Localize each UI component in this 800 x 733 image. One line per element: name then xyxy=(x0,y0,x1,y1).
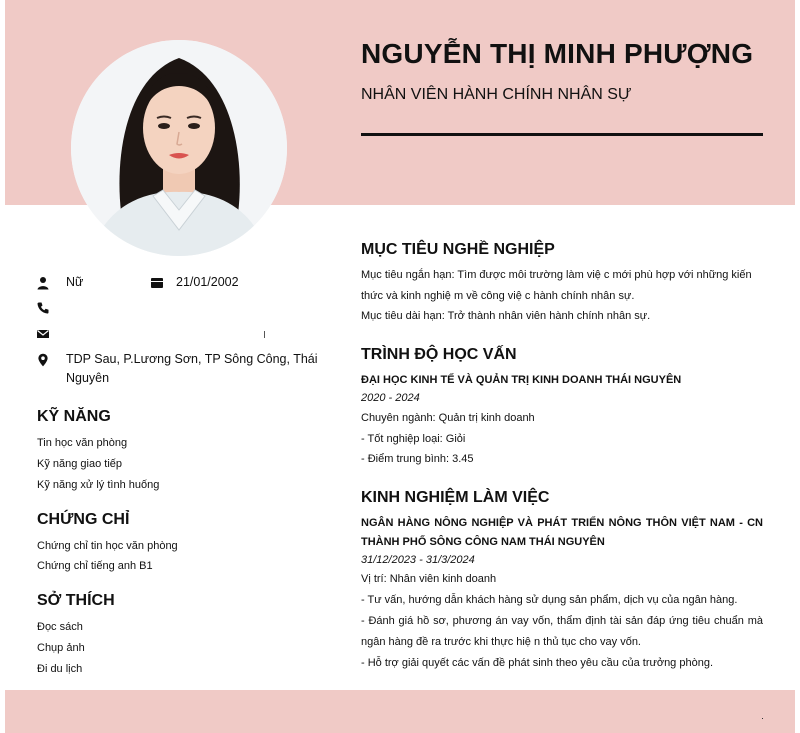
objective-line: thức và kinh nghiệ m về công việ c hành chính nhân sự. xyxy=(361,290,635,302)
experience-line: Vị trí: Nhân viên kinh doanh xyxy=(361,573,497,585)
footer-band xyxy=(5,690,795,733)
redaction-mark xyxy=(264,331,265,338)
employer-name-line-1: NGÂN HÀNG NÔNG NGHIỆP VÀ PHÁT TRIỂN NÔNG THÔN VIỆT NAM - CN xyxy=(361,517,763,529)
phone-icon xyxy=(36,301,50,315)
education-title: TRÌNH ĐỘ HỌC VẤN xyxy=(361,346,517,363)
experience-line: - Tư vấn, hướng dẫn khách hàng sử dụng sản phẩm, dịch vụ của ngân hàng. xyxy=(361,594,738,606)
education-line: - Tốt nghiệp loại: Giỏi xyxy=(361,433,466,445)
hobby-item: Chụp ảnh xyxy=(37,642,85,654)
skill-item: Kỹ năng giao tiếp xyxy=(37,458,123,470)
experience-line: - Hỗ trợ giải quyết các vấn đề phát sinh theo yêu cầu của trưởng phòng. xyxy=(361,657,713,669)
address-line-2: Nguyên xyxy=(66,371,110,385)
objective-line: Mục tiêu dài hạn: Trở thành nhân viên hành chính nhân sự. xyxy=(361,310,651,322)
hobbies-title: SỞ THÍCH xyxy=(37,592,115,609)
job-title: NHÂN VIÊN HÀNH CHÍNH NHÂN SỰ xyxy=(361,86,632,103)
location-pin-icon xyxy=(36,353,50,367)
education-period: 2020 - 2024 xyxy=(361,392,420,404)
mail-icon xyxy=(36,327,50,341)
profile-photo xyxy=(71,40,287,256)
education-line: - Điểm trung bình: 3.45 xyxy=(361,453,474,465)
gender-value: Nữ xyxy=(66,275,84,289)
experience-title: KINH NGHIỆM LÀM VIỆC xyxy=(361,489,550,506)
education-line: Chuyên ngành: Quản trị kinh doanh xyxy=(361,412,535,424)
skills-title: KỸ NĂNG xyxy=(37,408,111,425)
hobby-item: Đi du lịch xyxy=(37,663,83,675)
title-divider xyxy=(361,133,763,136)
birthdate-value: 21/01/2002 xyxy=(176,275,239,289)
calendar-icon xyxy=(150,276,164,290)
objective-line: Mục tiêu ngắn hạn: Tìm được môi trường làm việ c mới phù hợp với những kiến xyxy=(361,269,752,281)
footer-dot xyxy=(762,718,763,719)
address-line-1: TDP Sau, P.Lương Sơn, TP Sông Công, Thái xyxy=(66,352,318,366)
experience-line: - Đánh giá hồ sơ, phương án vay vốn, thẩm định tài sản đáp ứng tiêu chuẩn mà xyxy=(361,615,763,627)
experience-period: 31/12/2023 - 31/3/2024 xyxy=(361,554,475,566)
certificate-item: Chứng chỉ tiếng anh B1 xyxy=(37,560,153,572)
skill-item: Tin học văn phòng xyxy=(37,437,128,449)
employer-name-line-2: THÀNH PHỐ SÔNG CÔNG NAM THÁI NGUYÊN xyxy=(361,536,605,548)
skill-item: Kỹ năng xử lý tình huống xyxy=(37,479,160,491)
experience-line: ngân hàng đề ra trước khi thực hiệ n thủ tục cho vay vốn. xyxy=(361,636,641,648)
person-name: NGUYỄN THỊ MINH PHƯỢNG xyxy=(361,38,754,69)
certificates-title: CHỨNG CHỈ xyxy=(37,511,130,528)
school-name: ĐẠI HỌC KINH TẾ VÀ QUẢN TRỊ KINH DOANH THÁI NGUYÊN xyxy=(361,374,682,386)
objective-title: MỤC TIÊU NGHỀ NGHIỆP xyxy=(361,241,555,258)
hobby-item: Đọc sách xyxy=(37,621,83,633)
user-icon xyxy=(36,276,50,290)
certificate-item: Chứng chỉ tin học văn phòng xyxy=(37,540,178,552)
